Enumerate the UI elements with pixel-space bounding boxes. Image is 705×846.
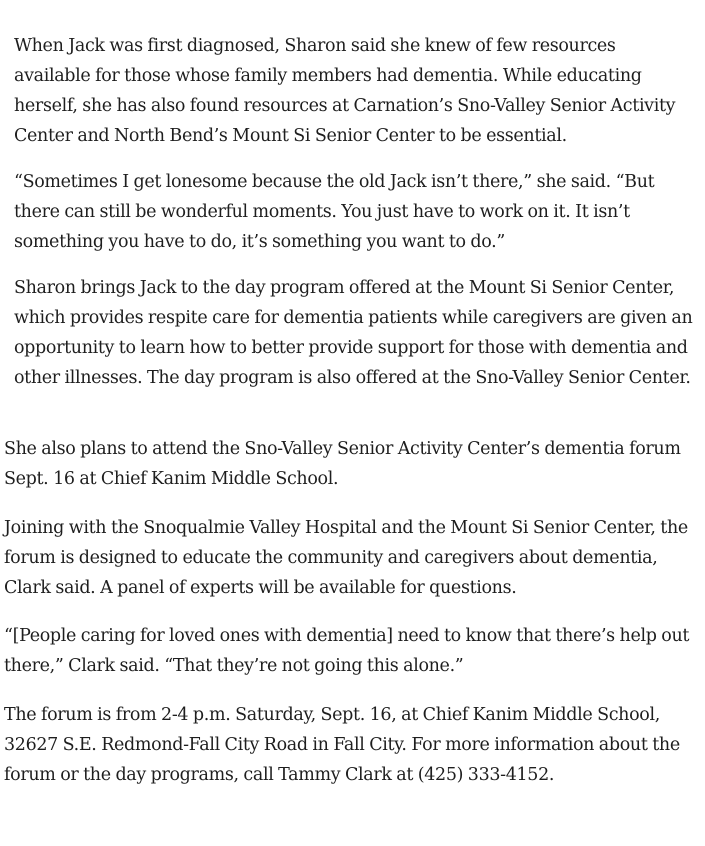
- article-paragraph: “[People caring for loved ones with dementia] need to know that there’s help out there,” Clark said. “That they’re not going this alone.”: [4, 626, 690, 676]
- article-paragraph: “Sometimes I get lonesome because the old Jack isn’t there,” she said. “But there can still be wonderful moments. You just have to work on it. It isn’t something you have to do, it’s something you want to do.”: [14, 172, 655, 252]
- article-paragraph: Joining with the Snoqualmie Valley Hospital and the Mount Si Senior Center, the forum is designed to educate the community and caregivers about dementia, Clark said. A panel of experts will be available for questions.: [4, 518, 688, 598]
- article-paragraph: She also plans to attend the Sno-Valley Senior Activity Center’s dementia forum Sept. 16 at Chief Kanim Middle School.: [4, 439, 681, 489]
- article-paragraph: The forum is from 2-4 p.m. Saturday, Sept. 16, at Chief Kanim Middle School, 32627 S.E. Redmond-Fall City Road in Fall City. For more information about the forum or the day programs, call Tammy Clark at (425) 333-4152.: [4, 705, 680, 785]
- article-paragraph: When Jack was first diagnosed, Sharon said she knew of few resources available for those whose family members had dementia. While educating herself, she has also found resources at Carnation’s Sno-Valley Senior Activity Center and North Bend’s Mount Si Senior Center to be essential.: [14, 36, 676, 146]
- article-paragraph: Sharon brings Jack to the day program offered at the Mount Si Senior Center, which provides respite care for dementia patients while caregivers are given an opportunity to learn how to better provide support for those with dementia and other illnesses. The day program is also offered at the Sno-Valley Senior Center.: [14, 278, 693, 388]
